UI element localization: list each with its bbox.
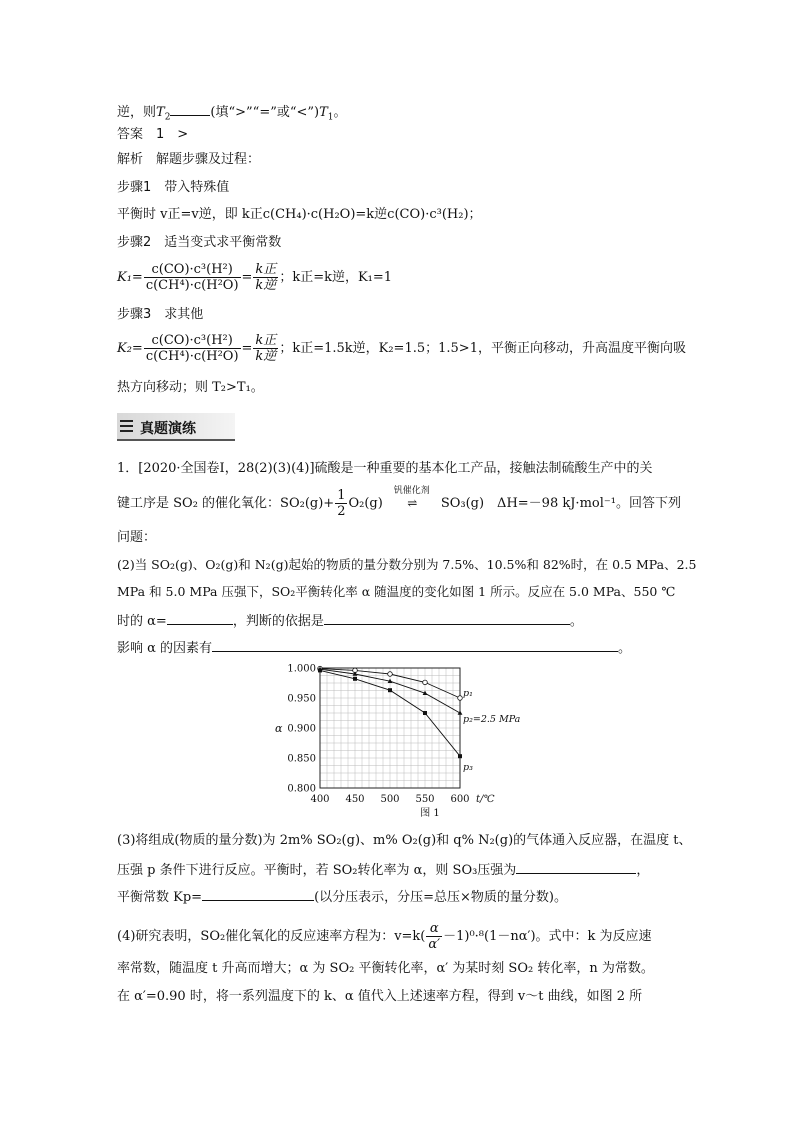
p3-kp-label: 平衡常数 Kp= [117, 890, 203, 905]
k2-numerator: c(CO)·c³(H²) [144, 333, 241, 349]
analysis-label: 解析 [117, 152, 144, 167]
p2-line1: (2)当 SO₂(g)、O₂(g)和 N₂(g)起始的物质的量分数分别为 7.5%、10.5%和 82%时，在 0.5 MPa、2.5 [117, 557, 697, 572]
k-ratio-fraction-2 [253, 333, 278, 364]
series-label: p₁ [463, 688, 473, 699]
k2-fraction [144, 333, 241, 364]
so3-pressure-blank[interactable] [516, 861, 636, 874]
q1-reaction-pre: 键工序是 SO₂ 的催化氧化：SO₂(g)+ [117, 496, 335, 511]
y-tick-label: 0.950 [287, 693, 316, 705]
intro-text: 逆，则 [117, 105, 157, 120]
k-reverse-2: k逆 [255, 349, 277, 364]
x-tick-label: 500 [380, 794, 400, 805]
k1-fraction [144, 262, 241, 293]
p2-line4 [117, 639, 631, 657]
intro-end: 。 [333, 105, 347, 120]
fill-hint: (填“>”“=”或“<”) [210, 105, 320, 120]
p3-line3 [117, 888, 567, 906]
kp-blank[interactable] [202, 888, 314, 901]
p4-rate-pre: (4)研究表明，SO₂催化氧化的反应速率方程为：v=k( [117, 929, 426, 944]
p2-line2: MPa 和 5.0 MPa 压强下，SO₂平衡转化率 α 随温度的变化如图 1 所示。反应在 5.0 MPa、550 ℃ [117, 584, 676, 599]
series-label: p₃ [463, 762, 473, 774]
p3-line1: (3)将组成(物质的量分数)为 2m% SO₂(g)、m% O₂(g)和 q% N₂(g)的气体通入反应器，在温度 t、 [117, 833, 692, 848]
data-point [318, 668, 322, 672]
y-tick-label: 0.850 [287, 753, 316, 765]
alpha-num: α [426, 921, 442, 937]
data-point [388, 688, 392, 692]
k-reverse: k逆 [255, 278, 277, 293]
y-tick-label: 0.900 [287, 723, 316, 735]
intro-line [117, 103, 347, 121]
k-forward: k正 [255, 262, 277, 277]
p3-kp-note: (以分压表示，分压=总压×物质的量分数)。 [314, 890, 567, 905]
alpha-ratio-fraction [426, 921, 442, 952]
x-tick-label: 600 [450, 794, 470, 805]
section-underline [117, 439, 235, 441]
p2-factor-label: 影响 α 的因素有 [117, 641, 213, 656]
data-point [423, 680, 428, 685]
p2-alpha-pre: 时的 α= [117, 614, 167, 629]
series-label: p₂=2.5 MPa [463, 714, 521, 725]
k2-label: K₂= [117, 341, 143, 356]
k2-denominator: c(CH⁴)·c(H²O) [145, 349, 239, 364]
equilibrium-arrow [383, 486, 441, 512]
half-num: 1 [337, 488, 346, 503]
t2-var: T [156, 105, 165, 120]
answer-value: 1 > [156, 127, 189, 142]
p2-line4-end: 。 [618, 641, 632, 656]
p3-so3-label: 压强 p 条件下进行反应。平衡时，若 SO₂转化率为 α，则 SO₃压强为 [117, 863, 517, 878]
data-point [458, 754, 462, 758]
y-tick-label: 1.000 [287, 663, 316, 675]
k-forward-2: k正 [255, 333, 277, 348]
figure-1 [265, 660, 545, 820]
section-title: 真题演练 [140, 421, 196, 437]
k-ratio-fraction [253, 262, 278, 293]
k1-numerator: c(CO)·c³(H²) [144, 262, 241, 278]
answer-blank[interactable] [170, 103, 210, 116]
x-tick-label: 400 [310, 794, 330, 805]
step2-equation: K₁= $\frac{\text{c(CO)·c³(H²)}}{\text{c(CH⁴)·c(H²O)}}$ = $\frac{\text{k正}}{\text{k逆}}$ ；k正=k逆，K₁=1 [117, 262, 393, 293]
data-point [458, 696, 463, 701]
x-axis-label: t/℃ [476, 794, 495, 805]
data-point [458, 710, 463, 714]
step3-title: 步骤3 求其他 [117, 307, 204, 322]
p3-line2 [117, 861, 649, 879]
list-icon [120, 420, 133, 432]
analysis-line [117, 152, 260, 168]
k1-denominator: c(CH⁴)·c(H²O) [145, 278, 239, 293]
p2-line3 [117, 612, 583, 630]
p2-basis-label: ，判断的依据是 [232, 614, 324, 629]
t1-var: T [319, 105, 328, 120]
p4-line2: 率常数，随温度 t 升高而增大；α 为 SO₂ 平衡转化率，α′ 为某时刻 SO₂ 转化率，n 为常数。 [117, 961, 654, 976]
alpha-den: α′ [428, 937, 441, 952]
q1-reaction-mid: O₂(g) [348, 496, 383, 511]
step3-equation: K₂= $\frac{\text{c(CO)·c³(H²)}}{\text{c(CH⁴)·c(H²O)}}$ = $\frac{\text{k正}}{\text{k逆}}$ ；k正=1.5k逆，K₂=1.5；1.5>1，平衡正向移动，升高温度平衡向吸 [117, 333, 686, 364]
q1-line2 [117, 488, 681, 519]
alpha-vs-temperature-chart [265, 660, 545, 820]
p4-line1 [117, 921, 652, 952]
step1-title: 步骤1 带入特殊值 [117, 180, 230, 195]
step2-title: 步骤2 适当变式求平衡常数 [117, 235, 282, 250]
step2-tail: ；k正=k逆，K₁=1 [279, 270, 393, 285]
y-axis-label: α [275, 722, 283, 735]
half-den: 2 [337, 504, 346, 519]
step3-line2: 热方向移动；则 T₂>T₁。 [117, 380, 264, 395]
k1-label: K₁= [117, 270, 143, 285]
x-tick-label: 450 [345, 794, 365, 805]
analysis-text: 解题步骤及过程： [156, 152, 261, 167]
factor-blank[interactable] [212, 639, 618, 652]
data-point [353, 677, 357, 681]
y-tick-label: 0.800 [287, 783, 316, 795]
answer-line [117, 127, 188, 143]
alpha-blank[interactable] [167, 612, 233, 625]
x-tick-label: 550 [415, 794, 435, 805]
catalyst-label: 钒催化剂 [393, 486, 430, 496]
basis-blank[interactable] [324, 612, 570, 625]
step1-equation: 平衡时 v正=v逆，即 k正c(CH₄)·c(H₂O)=k逆c(CO)·c³(H₂)； [117, 207, 482, 222]
figure-caption: 图 1 [420, 808, 440, 819]
p4-line3: 在 α′=0.90 时，将一系列温度下的 k、α 值代入上述速率方程，得到 v～t 曲线，如图 2 所 [117, 989, 643, 1004]
q1-line3: 问题： [117, 530, 157, 545]
t2-sub: 2 [164, 112, 171, 123]
q1-line1: 1．[2020·全国卷Ⅰ，28(2)(3)(4)]硫酸是一种重要的基本化工产品，接触法制硫酸生产中的关 [117, 461, 653, 476]
data-point [388, 672, 393, 677]
q1-reaction-post: SO₃(g) ΔH=－98 kJ·mol⁻¹。回答下列 [440, 496, 681, 511]
step3-tail: ；k正=1.5k逆，K₂=1.5；1.5>1，平衡正向移动，升高温度平衡向吸 [279, 341, 686, 356]
answer-label: 答案 [117, 127, 144, 142]
p2-line3-end: 。 [569, 614, 583, 629]
t1-sub: 1 [327, 112, 334, 123]
arrow-symbol: ⇌ [407, 496, 417, 510]
p4-rate-post: －1)⁰·⁸(1－nα′)。式中：k 为反应速 [443, 929, 652, 944]
half-fraction [335, 488, 347, 519]
p3-line2-end: ， [636, 863, 650, 878]
data-point [423, 711, 427, 715]
